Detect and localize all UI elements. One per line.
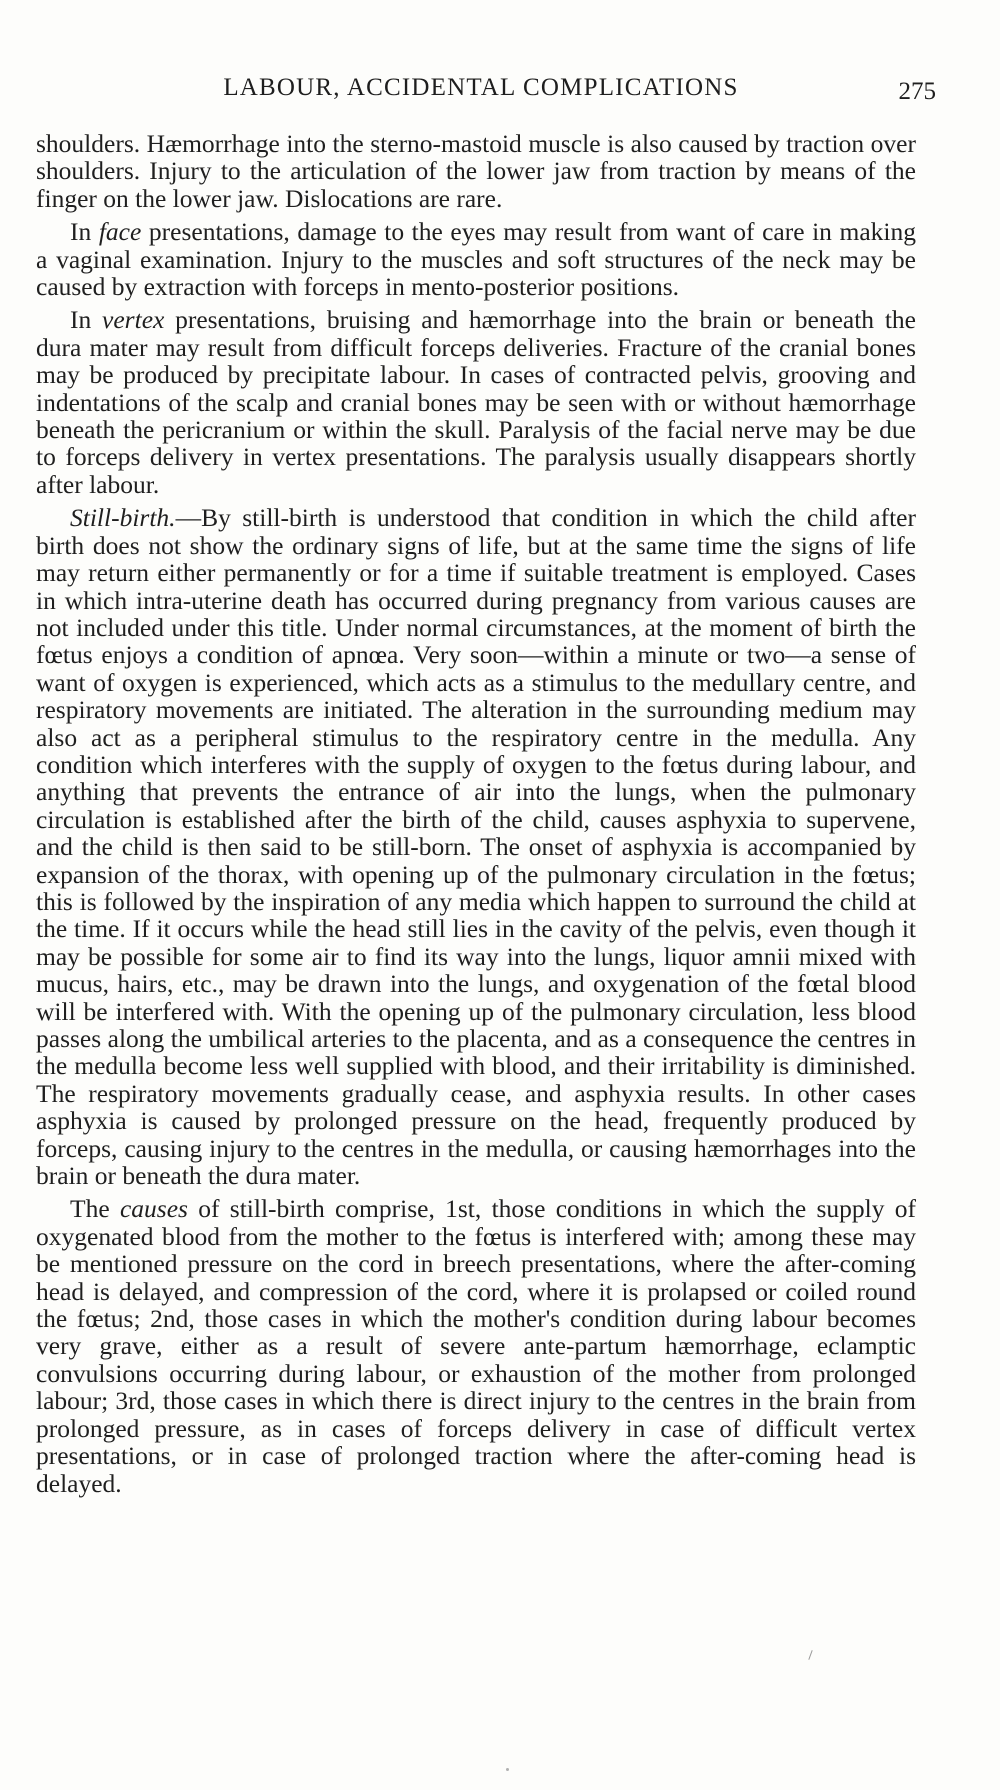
italic-heading-still-birth: Still-birth. bbox=[70, 503, 176, 533]
paragraph-lead: In bbox=[70, 305, 103, 335]
stray-ink-mark bbox=[808, 1650, 812, 1660]
paragraph-causes-of-still-birth bbox=[36, 1195, 916, 1496]
italic-term-causes: causes bbox=[119, 1194, 188, 1224]
paragraph-lead: The bbox=[70, 1194, 120, 1224]
paragraph-body: —By still-birth is understood that condition in which the child after birth does not show the ordinary signs of life, but at the same time the signs of life may return either permanently or for a time if suitable treatment is employed. Cases in which intra-uterine death has occurred during pregnancy from various causes are not included under this title. Under normal circumstances, at the moment of birth the fœtus enjoys a condition of apnœa. Very soon—within a minute or two—a sense of want of oxygen is experienced, which acts as a stimulus to the medullary centre, and respiratory movements are initiated. The alteration in the surrounding medium may also act as a peripheral stimulus to the respiratory centre in the medulla. Any condition which interferes with the supply of oxygen to the fœtus during labour, and anything that prevents the entrance of air into the lungs, when the pulmonary circulation is established after the birth of the child, causes asphyxia to supervene, and the child is then said to be still-born. The onset of asphyxia is accompanied by expansion of the thorax, with opening up of the pulmonary circulation in the fœtus; this is followed by the inspiration of any media which happen to surround the child at the time. If it occurs while the head still lies in the cavity of the pelvis, even though it may be possible for some air to find its way into the lungs, liquor amnii mixed with mucus, hairs, etc., may be drawn into the lungs, and oxygenation of the fœtal blood will be interfered with. With the opening up of the pulmonary circulation, less blood passes along the umbilical arteries to the placenta, and as a consequence the centres in the medulla become less well supplied with blood, and their irritability is diminished. The respiratory movements gradually cease, and asphyxia results. In other cases asphyxia is caused by prolonged pressure on the head, frequently produced by forceps, causing injury to the centres in the medulla, or causing hæmorrhages into the brain or beneath the dura mater. bbox=[36, 503, 916, 1191]
paragraph-lead: In bbox=[70, 217, 99, 247]
paragraph-shoulders-continued: shoulders. Hæmorrhage into the sterno-mastoid muscle is also caused by traction over shoulders. Injury to the articulation of the lower jaw from traction by means of the finger on the lower jaw. Dislocations are rare. bbox=[36, 129, 916, 213]
stray-ink-dot bbox=[506, 1768, 509, 1771]
paragraph-face-presentations bbox=[36, 218, 916, 300]
paragraph-vertex-presentations bbox=[36, 306, 916, 498]
paragraph-still-birth bbox=[36, 504, 916, 1189]
paragraph-body: presentations, damage to the eyes may result from want of care in making a vaginal examination. Injury to the muscles and soft structures of the neck may be caused by extraction with forceps in mento-posterior positions. bbox=[36, 217, 916, 302]
running-header bbox=[36, 74, 936, 106]
body-text bbox=[36, 130, 916, 1503]
italic-term-vertex: vertex bbox=[102, 305, 165, 335]
page-number: 275 bbox=[898, 78, 936, 105]
paragraph-body: of still-birth comprise, 1st, those conditions in which the supply of oxygenated blood from the mother to the fœtus is interfered with; among these may be mentioned pressure on the cord in breech presentations, where the after-coming head is delayed, and compression of the cord, where it is prolapsed or coiled round the fœtus; 2nd, those cases in which the mother's condition during labour becomes very grave, either as a result of severe ante-partum hæmorrhage, eclamptic convulsions occurring during labour, or exhaustion of the mother from prolonged labour; 3rd, those cases in which there is direct injury to the centres in the brain from prolonged pressure, as in cases of forceps delivery in case of difficult vertex presentations, or in case of prolonged traction where the after-coming head is delayed. bbox=[36, 1194, 916, 1498]
paragraph-body: presentations, bruising and hæmorrhage into the brain or beneath the dura mater may result from difficult forceps deliveries. Fracture of the cranial bones may be produced by precipitate labour. In cases of contracted pelvis, grooving and indentations of the scalp and cranial bones may be seen with or without hæmorrhage beneath the pericranium or within the skull. Paralysis of the facial nerve may be due to forceps delivery in vertex presentations. The paralysis usually disappears shortly after labour. bbox=[36, 305, 916, 499]
italic-term-face: face bbox=[98, 217, 142, 247]
running-title: LABOUR, ACCIDENTAL COMPLICATIONS bbox=[223, 74, 739, 101]
